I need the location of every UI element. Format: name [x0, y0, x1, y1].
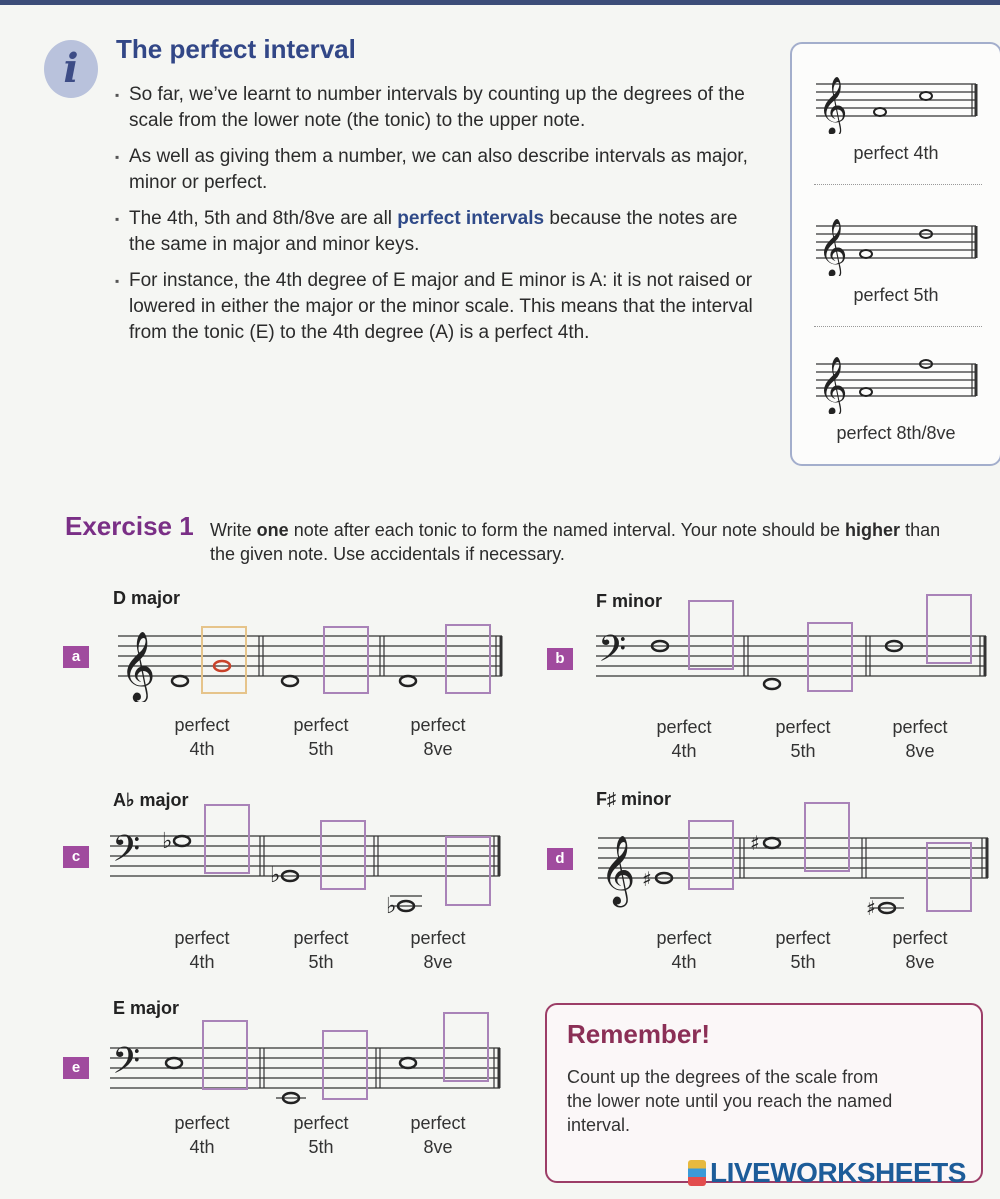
caption-e2: perfect 5th [293, 1113, 349, 1157]
answer-box-d3[interactable] [926, 842, 972, 912]
answer-box-d2[interactable] [804, 802, 850, 872]
key-label: A♭ major [113, 790, 189, 810]
answer-box-d1[interactable] [688, 820, 734, 890]
item-label: d [547, 848, 573, 870]
highlight-term: perfect intervals [397, 208, 545, 229]
caption-e3: perfect 8ve [410, 1113, 466, 1157]
example-perfect-8ve [792, 344, 1000, 444]
top-bar [0, 0, 1000, 5]
exercise-instructions: Write one note after each tonic to form the named interval. Your note should be higher than the given note. Use accidentals if necessary. [210, 520, 941, 564]
answer-box-b2[interactable] [807, 622, 853, 692]
examples-box [790, 42, 1000, 466]
caption-a1: perfect 4th [174, 715, 230, 759]
caption-d1: perfect 4th [656, 928, 712, 972]
key-label: F♯ minor [596, 789, 671, 809]
svg-text:𝄞: 𝄞 [600, 835, 636, 905]
caption-c3: perfect 8ve [410, 928, 466, 972]
remember-title: Remember! [567, 1019, 711, 1049]
info-icon: i [44, 40, 98, 98]
answer-box-c2[interactable] [320, 820, 366, 890]
example-staff [792, 206, 1000, 276]
svg-text:𝄞: 𝄞 [120, 631, 156, 701]
answer-box-a2[interactable] [323, 626, 369, 694]
example-perfect-4th [792, 64, 1000, 164]
svg-text:𝄢: 𝄢 [598, 628, 627, 679]
answer-box-b3[interactable] [926, 594, 972, 664]
answer-box-a3[interactable] [445, 624, 491, 694]
bullet-4: ▪ For instance, the 4th degree of E major and E minor is A: it is not raised or lowered in either the major or the minor scale. This means that the interval from the tonic (E) to the 4th degree (A) is a perfect 4th. [115, 268, 755, 346]
answer-box-c1[interactable] [204, 804, 250, 874]
example-staff [792, 344, 1000, 414]
key-label: E major [113, 998, 180, 1018]
answer-box-c3[interactable] [445, 836, 491, 906]
item-label: b [547, 648, 573, 670]
caption-c1: perfect 4th [174, 928, 230, 972]
example-caption: perfect 5th [853, 285, 939, 305]
brand-icon [688, 1160, 706, 1186]
caption-d3: perfect 8ve [892, 928, 948, 972]
remember-box [545, 1003, 983, 1183]
item-label: c [63, 846, 89, 868]
item-label: e [63, 1057, 89, 1079]
answer-box-e3[interactable] [443, 1012, 489, 1082]
caption-b1: perfect 4th [656, 717, 712, 761]
key-label: D major [113, 588, 181, 608]
svg-text:𝄢: 𝄢 [112, 828, 141, 879]
answer-box-e1[interactable] [202, 1020, 248, 1090]
example-perfect-5th [792, 206, 1000, 306]
answer-box-b1[interactable] [688, 600, 734, 670]
svg-text:♭: ♭ [162, 829, 173, 854]
answer-box-e2[interactable] [322, 1030, 368, 1100]
svg-text:𝄞: 𝄞 [818, 356, 848, 414]
bullet-2: ▪ As well as giving them a number, we can also describe intervals as major, minor or perfect. [115, 144, 755, 196]
key-label: F minor [596, 591, 662, 611]
caption-e1: perfect 4th [174, 1113, 230, 1157]
caption-b3: perfect 8ve [892, 717, 948, 761]
caption-c2: perfect 5th [293, 928, 349, 972]
svg-text:♯: ♯ [642, 867, 652, 891]
item-label: a [63, 646, 89, 668]
example-caption: perfect 4th [853, 143, 939, 163]
exercise-title: Exercise 1 [65, 511, 194, 541]
info-bullets [115, 82, 755, 356]
bullet-3: ▪ The 4th, 5th and 8th/8ve are all perfect intervals because the notes are the same in major and minor keys. [115, 206, 755, 258]
svg-text:♯: ♯ [866, 896, 876, 920]
caption-a3: perfect 8ve [410, 715, 466, 759]
example-caption: perfect 8th/8ve [836, 423, 956, 443]
divider [814, 326, 982, 327]
remember-text: Count up the degrees of the scale from the lower note until you reach the named interval. [567, 1067, 893, 1135]
svg-text:♯: ♯ [750, 831, 760, 855]
caption-d2: perfect 5th [775, 928, 831, 972]
caption-a2: perfect 5th [293, 715, 349, 759]
svg-text:𝄞: 𝄞 [818, 76, 848, 134]
svg-text:𝄞: 𝄞 [818, 218, 848, 276]
divider [814, 184, 982, 185]
example-staff [792, 64, 1000, 134]
svg-text:♭: ♭ [270, 863, 281, 888]
answer-box-a1[interactable] [201, 626, 247, 694]
section-title: The perfect interval [116, 34, 356, 64]
svg-text:𝄢: 𝄢 [112, 1040, 141, 1091]
caption-b2: perfect 5th [775, 717, 831, 761]
bullet-1: ▪ So far, we’ve learnt to number intervals by counting up the degrees of the scale from the lower note (the tonic) to the upper note. [115, 82, 755, 134]
svg-text:♭: ♭ [386, 894, 397, 919]
liveworksheets-logo: LIVEWORKSHEETS [688, 1157, 966, 1189]
